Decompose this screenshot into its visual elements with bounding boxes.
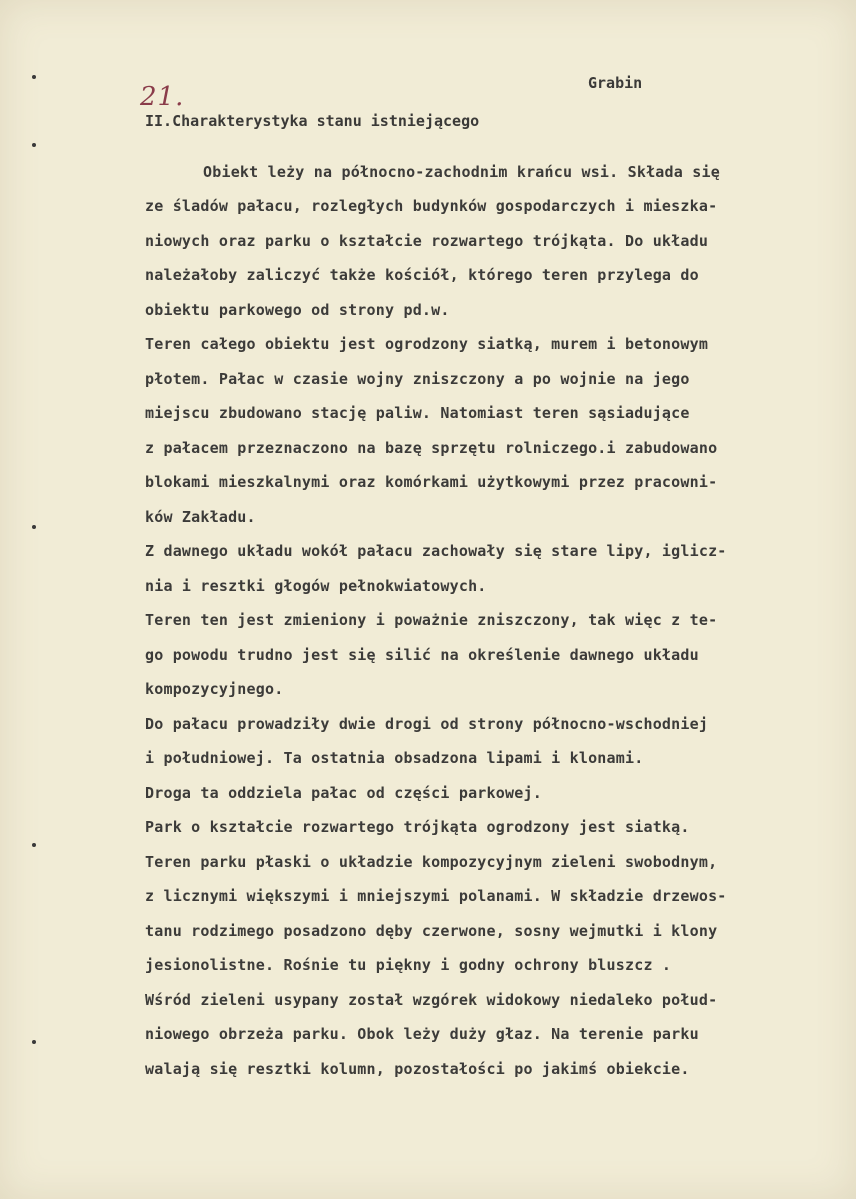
text-line: Obiekt leży na północno-zachodnim krańcu wsi. Składa się <box>203 163 720 181</box>
text-line: niowych oraz parku o kształcie rozwartego trójkąta. Do układu <box>145 232 709 250</box>
text-line: Teren całego obiektu jest ogrodzony siatką, murem i betonowym <box>145 335 709 353</box>
text-line: ków Zakładu. <box>145 508 256 526</box>
text-line: Park o kształcie rozwartego trójkąta ogrodzony jest siatką. <box>145 818 690 836</box>
text-line: walają się resztki kolumn, pozostałości po jakimś obiekcie. <box>145 1060 690 1078</box>
text-line: go powodu trudno jest się silić na określenie dawnego układu <box>145 646 699 664</box>
text-line: blokami mieszkalnymi oraz komórkami użytkowymi przez pracowni- <box>145 473 718 491</box>
text-line: Teren parku płaski o układzie kompozycyjnym zieleni swobodnym, <box>145 853 718 871</box>
text-line: miejscu zbudowano stację paliw. Natomiast teren sąsiadujące <box>145 404 690 422</box>
text-line: Wśród zieleni usypany został wzgórek widokowy niedaleko połud- <box>145 991 718 1009</box>
text-line: Droga ta oddziela pałac od części parkowej. <box>145 784 542 802</box>
text-line: ze śladów pałacu, rozległych budynków gospodarczych i mieszka- <box>145 197 718 215</box>
text-line: z pałacem przeznaczono na bazę sprzętu rolniczego.i zabudowano <box>145 439 718 457</box>
text-line: z licznymi większymi i mniejszymi polanami. W składzie drzewos- <box>145 887 727 905</box>
place-name: Grabin <box>588 74 643 92</box>
text-line: niowego obrzeża parku. Obok leży duży głaz. Na terenie parku <box>145 1025 699 1043</box>
text-line: należałoby zaliczyć także kościół, którego teren przylega do <box>145 266 699 284</box>
text-line: tanu rodzimego posadzono dęby czerwone, sosny wejmutki i klony <box>145 922 718 940</box>
text-line: płotem. Pałac w czasie wojny zniszczony a po wojnie na jego <box>145 370 690 388</box>
text-line: nia i resztki głogów pełnokwiatowych. <box>145 577 487 595</box>
text-line: Do pałacu prowadziły dwie drogi od strony północno-wschodniej <box>145 715 709 733</box>
text-line: obiektu parkowego od strony pd.w. <box>145 301 450 319</box>
text-line: jesionolistne. Rośnie tu piękny i godny ochrony bluszcz . <box>145 956 672 974</box>
handwritten-page-number: 21. <box>140 82 185 112</box>
text-line: Z dawnego układu wokół pałacu zachowały się stare lipy, iglicz- <box>145 542 727 560</box>
section-heading: II.Charakterystyka stanu istniejącego <box>145 112 480 130</box>
text-line: kompozycyjnego. <box>145 680 284 698</box>
text-line: Teren ten jest zmieniony i poważnie zniszczony, tak więc z te- <box>145 611 718 629</box>
text-line: i południowej. Ta ostatnia obsadzona lipami i klonami. <box>145 749 644 767</box>
